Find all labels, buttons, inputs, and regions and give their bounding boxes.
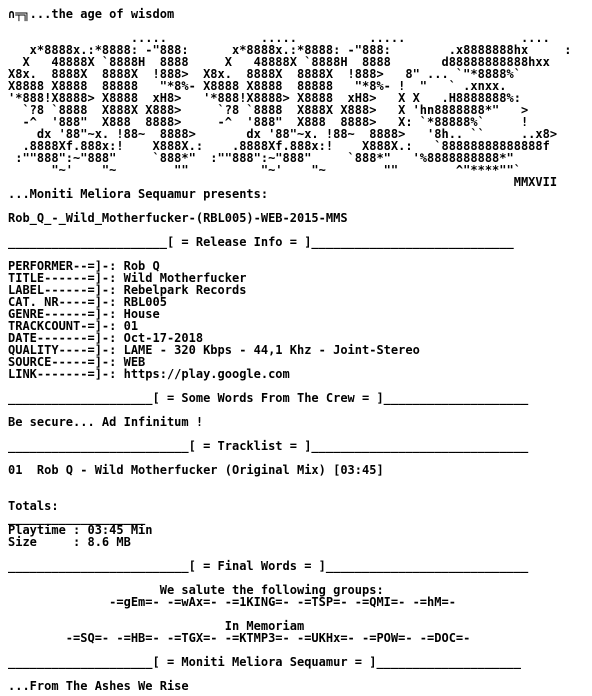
release-info-row: TITLE------=]-: Wild Motherfucker: [8, 271, 247, 285]
totals-playtime: Playtime : 03:45 Min: [8, 523, 153, 537]
logo-line: X 48888X `8888H 8888 X 48888X `8888H 8888 d88888888888hxx: [8, 55, 550, 69]
logo-line: X8x. 8888X 8888X !888> X8x. 8888X 8888X !888> 8" ... `"*8888%`: [8, 67, 521, 81]
footer-line: ...From The Ashes We Rise: [8, 679, 189, 693]
logo-line: .8888Xf.888x:! X888X.: .8888Xf.888x:! X888X.: `88888888888888f: [8, 139, 550, 153]
release-info-row: GENRE------=]-: House: [8, 307, 160, 321]
ascii-logo: [8, 32, 572, 188]
track-row: 01 Rob Q - Wild Motherfucker (Original Mix) [03:45]: [8, 463, 384, 477]
release-info-row: LINK-------=]-: https://play.google.com: [8, 367, 290, 381]
release-info-header: ______________________[ = Release Info = ]____________________________: [8, 235, 514, 249]
release-info-row: TRACKCOUNT-=]-: 01: [8, 319, 139, 333]
logo-line: -^ '888" X888 8888> -^ '888" X888 8888> X: `*88888%` !: [8, 115, 529, 129]
totals-size: Size : 8.6 MB: [8, 535, 131, 549]
logo-line: x*8888x.:*8888: -"888: x*8888x.:*8888: -"888: .x8888888hx :: [8, 43, 572, 57]
nfo-document: [8, 8, 572, 692]
crew-words: Be secure... Ad Infinitum !: [8, 415, 204, 429]
tracklist-header: _________________________[ = Tracklist = ]______________________________: [8, 439, 529, 453]
salute-title: We salute the following groups:: [8, 583, 384, 597]
release-info-row: SOURCE-----=]-: WEB: [8, 355, 146, 369]
presents-line: ...Moniti Meliora Sequamur presents:: [8, 187, 269, 201]
logo-line: `?8 `8888 X888X X888> `?8 `8888 X888X X888> X 'hn8888888*" >: [8, 103, 529, 117]
logo-line: X8888 X8888 88888 "*8%- X8888 X8888 88888 "*8%- ! " ` .xnxx.: [8, 79, 507, 93]
logo-line: dx '88"~x. !88~ 8888> dx '88"~x. !88~ 8888> '8h.. `` ..x8>: [8, 127, 558, 141]
totals-rule: ___________________: [8, 511, 146, 525]
logo-line: '*888!X8888> X8888 xH8> '*888!X8888> X8888 xH8> X X .H8888888%:: [8, 91, 521, 105]
salute-groups: -=gEm=- -=wAx=- -=1KING=- -=TSP=- -=QMI=- -=hM=-: [8, 595, 456, 609]
logo-line: :""888":~"888" `888*" :""888":~"888" `888*" '%8888888888*": [8, 151, 514, 165]
crew-header: ____________________[ = Some Words From The Crew = ]____________________: [8, 391, 529, 405]
memoriam-groups: -=SQ=- -=HB=- -=TGX=- -=KTMP3=- -=UKHx=- -=POW=- -=DOC=-: [8, 631, 471, 645]
memoriam-title: In Memoriam: [8, 619, 305, 633]
logo-line: "~' "~ "" "~' "~ "" ^"****""`: [8, 163, 521, 177]
intro-line: ∩╤╗...the age of wisdom: [8, 7, 175, 21]
logo-year: MMXVII: [8, 175, 558, 189]
release-name: Rob_Q_-_Wild_Motherfucker-(RBL005)-WEB-2015-MMS: [8, 211, 348, 225]
mms-header: ____________________[ = Moniti Meliora Sequamur = ]____________________: [8, 655, 521, 669]
release-info-row: DATE-------=]-: Oct-17-2018: [8, 331, 204, 345]
release-info-row: QUALITY----=]-: LAME - 320 Kbps - 44,1 Khz - Joint-Stereo: [8, 343, 420, 357]
release-info-row: CAT. NR----=]-: RBL005: [8, 295, 167, 309]
final-words-header: _________________________[ = Final Words = ]____________________________: [8, 559, 529, 573]
release-info-row: PERFORMER--=]-: Rob Q: [8, 259, 160, 273]
totals-label: Totals:: [8, 499, 59, 513]
release-info-row: LABEL------=]-: Rebelpark Records: [8, 283, 247, 297]
logo-line: ..... ..... ..... ....: [8, 31, 550, 45]
